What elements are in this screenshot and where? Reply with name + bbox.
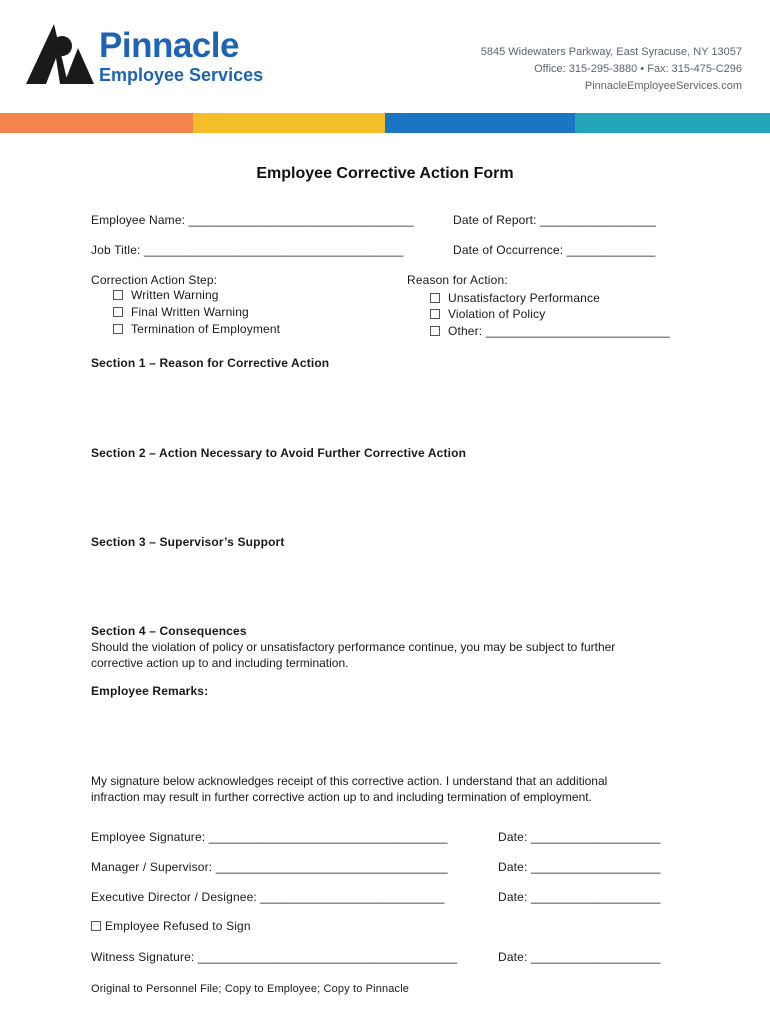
other-reason-label: Other: ___________________________ [448,324,670,338]
date-of-occurrence-field[interactable]: Date of Occurrence: _____________ [453,243,656,257]
form-title: Employee Corrective Action Form [256,165,514,182]
company-website[interactable]: PinnacleEmployeeServices.com [584,80,742,92]
witness-signature-field[interactable]: Witness Signature: ______________________________________ [91,950,458,964]
color-stripe [0,113,770,133]
unsatisfactory-performance-label: Unsatisfactory Performance [448,291,600,305]
refused-to-sign-label: Employee Refused to Sign [105,919,251,933]
unsatisfactory-performance-checkbox[interactable] [430,292,600,304]
section-2-heading: Section 2 – Action Necessary to Avoid Further Corrective Action [91,446,467,460]
section-3-heading: Section 3 – Supervisor’s Support [91,535,285,549]
stripe-orange [0,113,193,133]
executive-signature-field[interactable]: Executive Director / Designee: ___________________________ [91,890,445,904]
company-address: 5845 Widewaters Parkway, East Syracuse, NY 13057 [480,46,742,58]
date-of-report-field[interactable]: Date of Report: _________________ [453,213,657,227]
employee-name-field[interactable]: Employee Name: _________________________________ [91,213,414,227]
reason-label: Reason for Action: [407,273,508,287]
consequences-text: Should the violation of policy or unsatisfactory performance continue, you may be subject to further corrective action up to and including termination. [91,640,616,670]
executive-date-field[interactable]: Date: ___________________ [498,890,661,904]
stripe-blue [385,113,575,133]
other-reason-checkbox[interactable] [430,325,670,337]
correction-step-label: Correction Action Step: [91,273,218,287]
brand-name: Pinnacle [99,26,239,65]
section-1-heading: Section 1 – Reason for Corrective Action [91,356,330,370]
stripe-yellow [193,113,385,133]
final-written-warning-checkbox[interactable] [113,306,249,318]
written-warning-checkbox[interactable] [113,289,219,301]
distribution-footer: Original to Personnel File; Copy to Employee; Copy to Pinnacle [91,983,410,995]
witness-date-field[interactable]: Date: ___________________ [498,950,661,964]
employee-signature-field[interactable]: Employee Signature: ___________________________________ [91,830,448,844]
company-phone: Office: 315-295-3880 • Fax: 315-475-C296 [534,63,742,75]
manager-date-field[interactable]: Date: ___________________ [498,860,661,874]
final-written-warning-label: Final Written Warning [131,305,249,319]
checkbox-icon [430,309,440,319]
checkbox-icon [113,307,123,317]
checkbox-icon [91,921,101,931]
manager-signature-field[interactable]: Manager / Supervisor: __________________________________ [91,860,448,874]
checkbox-icon [113,290,123,300]
pinnacle-logo-icon [24,22,96,88]
stripe-teal [575,113,770,133]
termination-checkbox[interactable] [113,323,280,335]
employee-remarks-label: Employee Remarks: [91,684,209,698]
job-title-field[interactable]: Job Title: ______________________________________ [91,243,404,257]
termination-label: Termination of Employment [131,322,281,336]
section-4-heading: Section 4 – Consequences [91,624,247,638]
checkbox-icon [113,324,123,334]
violation-of-policy-label: Violation of Policy [448,307,546,321]
violation-of-policy-checkbox[interactable] [430,308,545,320]
checkbox-icon [430,293,440,303]
employee-signature-date-field[interactable]: Date: ___________________ [498,830,661,844]
checkbox-icon [430,326,440,336]
brand-subtitle: Employee Services [99,65,264,85]
acknowledgement-text: My signature below acknowledges receipt of this corrective action. I understand that an additional infraction may result in further corrective action up to and including termination of employment. [91,774,608,804]
written-warning-label: Written Warning [131,288,219,302]
refused-to-sign-checkbox[interactable] [91,920,251,932]
